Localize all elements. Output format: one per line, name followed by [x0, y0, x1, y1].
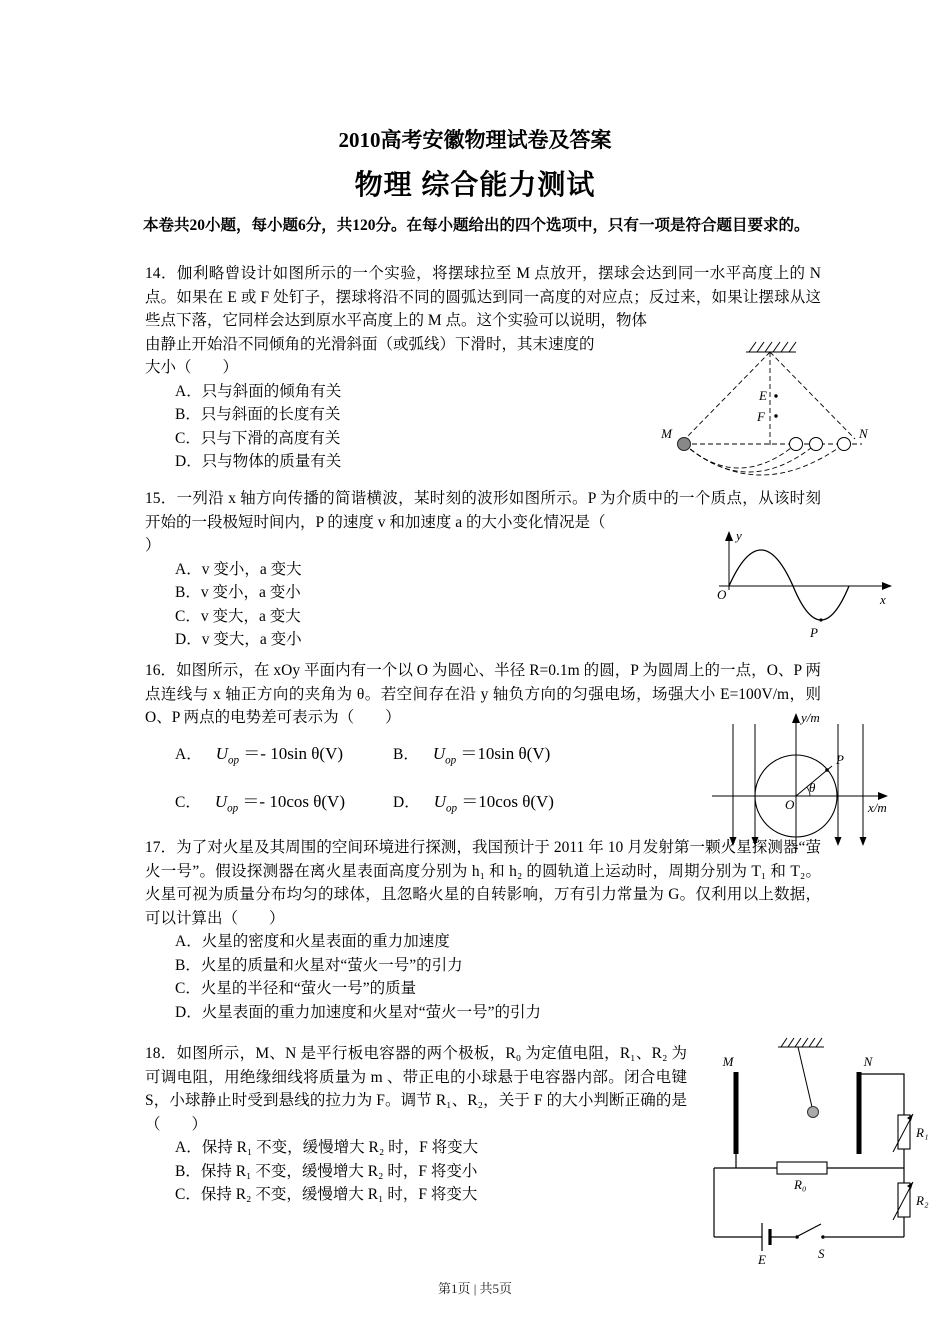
q15-option-a: A．v 变小，a 变大	[175, 560, 302, 578]
formula-d: $U_{op} =10\cos$ θ(V)	[433, 792, 554, 815]
point-p-dot	[819, 618, 822, 621]
q17-stem: 17．为了对火星及其周围的空间环境进行探测，我国预计于 2011 年 10 月发射第一颗火星探测器“萤火一号”。假设探测器在离火星表面高度分别为 h₁ 和 h₂ 的圆轨道上运动时，周期分别为 T₁ 和 T₂。火星可视为质量分布均匀的球体，且忽略火星的自转影响，万有引力常量为 G。仅利用以上数据，可以计算出（ ）	[145, 839, 821, 927]
q17-options	[175, 930, 821, 1024]
label-p: P	[810, 625, 818, 640]
page-footer: 第1页 | 共5页	[437, 1281, 513, 1296]
label-theta: θ	[809, 780, 816, 795]
label-s: S	[818, 1246, 825, 1261]
charged-ball	[808, 1107, 819, 1118]
point-p-dot	[825, 768, 829, 772]
q18-options	[175, 1136, 687, 1207]
label-n: N	[863, 1054, 873, 1069]
pendulum-ball-m	[678, 438, 691, 451]
label-e: E	[759, 388, 767, 403]
label-p: P	[836, 752, 844, 767]
label-m: M	[722, 1054, 734, 1069]
ceiling-hatch	[746, 342, 796, 352]
wires	[714, 1074, 904, 1237]
q16-option-b: B． $U_{op} =10\sin$ θ(V)	[393, 743, 551, 766]
wave-curve	[729, 550, 849, 620]
q15-option-b: B．v 变小，a 变小	[175, 584, 301, 601]
page-subtitle: 物理 综合能力测试	[354, 169, 596, 200]
thread	[798, 1047, 812, 1107]
q14-option-b: B．只与斜面的长度有关	[175, 406, 341, 423]
q15-stem: 15．一列沿 x 轴方向传播的简谐横波，某时刻的波形如图所示。P 为介质中的一个质点，从该时刻开始的一段极短时间内，P 的速度 v 和加速度 a 的大小变化情况是（	[145, 490, 821, 531]
q18-option-c: C．保持 R₂ 不变，缓慢增大 R₁ 时，F 将变大	[175, 1186, 478, 1203]
switch	[795, 1224, 825, 1239]
label-x: x/m	[868, 800, 887, 815]
q15-option-c: C．v 变大，a 变大	[175, 607, 301, 625]
label-r0: R₀	[794, 1177, 807, 1192]
q15-option-d: D．v 变大，a 变小	[175, 631, 302, 648]
battery	[762, 1223, 770, 1251]
q17-option-d: D．火星表面的重力加速度和火星对“萤火一号”的引力	[175, 1003, 541, 1021]
q17-option-c: C．火星的半径和“萤火一号”的质量	[175, 980, 417, 997]
q14-stem-tail: 大小（ ）	[145, 359, 239, 376]
q16-stem: 16．如图所示，在 xOy 平面内有一个以 O 为圆心、半径 R=0.1m 的圆，P 为圆周上的一点，O、P 两点连线与 x 轴正方向的夹角为 θ。若空间存在沿 y 轴负方向的匀强电场，场强大小 E=100V/m，则 O、P 两点的电势差可表示为（ ）	[145, 662, 821, 726]
label-x: x	[880, 592, 886, 607]
label-n: N	[859, 426, 868, 441]
x-axis-arrow	[878, 792, 888, 800]
y-axis-arrow	[725, 531, 733, 541]
q14-option-c: C．只与下滑的高度有关	[175, 429, 341, 447]
formula-b: $U_{op} =10\sin$ θ(V)	[432, 743, 551, 766]
q16-option-c: C． $U_{op} =- 10\cos$ θ(V)	[175, 792, 345, 815]
q16-option-a: A． $U_{op} =- 10\sin$ θ(V)	[175, 743, 344, 766]
q18-option-a: A．保持 R₁ 不变，缓慢增大 R₂ 时，F 将变大	[175, 1139, 479, 1156]
q17-option-a: A．火星的密度和火星表面的重力加速度	[175, 933, 450, 950]
label-m: M	[661, 426, 672, 441]
label-o: O	[717, 587, 727, 602]
q14-option-d: D．只与物体的质量有关	[175, 453, 342, 470]
q14-option-a: A．只与斜面的倾角有关	[175, 382, 342, 400]
pendulum-ball-2	[810, 438, 823, 451]
pendulum-ball-3	[838, 438, 851, 451]
label-r1: R₁	[916, 1125, 929, 1140]
formula-a: $U_{op} =- 10\sin$ θ(V)	[215, 743, 344, 766]
axes	[719, 534, 890, 590]
q14-stem: 14．伽利略曾设计如图所示的一个实验，将摆球拉至 M 点放开，摆球会达到同一水平高度上的 N 点。如果在 E 或 F 处钉子，摆球将沿不同的圆弧达到同一高度的对应点；反过来，如果让摆球从这些点下落，它同样会达到原水平高度上的 M 点。这个实验可以说明，物体	[145, 265, 821, 329]
label-r2: R₂	[916, 1193, 929, 1208]
ceiling-hatch	[778, 1038, 824, 1047]
question-18	[145, 1042, 687, 1207]
label-e: E	[758, 1252, 766, 1267]
pendulum-ball-1	[790, 438, 803, 451]
field-lines	[733, 724, 863, 838]
wave-figure	[714, 524, 900, 660]
page-title: 2010高考安徽物理试卷及答案	[338, 128, 612, 152]
peg-e-dot	[774, 394, 777, 397]
pendulum-figure	[648, 336, 878, 498]
q15-stem-close: ）	[145, 537, 161, 554]
resistor-r0	[777, 1162, 827, 1174]
peg-f-dot	[774, 414, 777, 417]
y-axis-arrow	[792, 713, 800, 723]
formula-c: $U_{op} =- 10\cos$ θ(V)	[214, 792, 345, 815]
label-y: y	[736, 528, 742, 543]
circuit-figure	[694, 1030, 934, 1270]
exam-instructions: 本卷共20小题，每小题6分，共120分。在每小题给出的四个选项中，只有一项是符合题目要求的。	[143, 217, 810, 234]
q17-option-b: B．火星的质量和火星对“萤火一号”的引力	[175, 956, 463, 974]
question-17	[145, 836, 821, 1024]
x-axis-arrow	[882, 582, 892, 590]
q18-option-b: B．保持 R₁ 不变，缓慢增大 R₂ 时，F 将变小	[175, 1162, 478, 1180]
label-f: F	[757, 409, 765, 424]
label-o: O	[785, 797, 795, 812]
axes	[712, 716, 886, 852]
q18-stem: 18．如图所示，M、N 是平行板电容器的两个极板，R₀ 为定值电阻，R₁、R₂ 为可调电阻，用绝缘细线将质量为 m 、带正电的小球悬于电容器内部。闭合电键 S，小球静止时受到悬线的拉力为 F。调节 R₁、R₂，关于 F 的大小判断正确的是（ ）	[145, 1045, 687, 1133]
q14-stem-continued: 由静止开始沿不同倾角的光滑斜面（或弧线）下滑时，其末速度的	[145, 335, 595, 353]
pendulum-dashed-lines	[684, 352, 862, 475]
q16-option-d: D． $U_{op} =10\cos$ θ(V)	[393, 792, 554, 815]
label-y: y/m	[801, 710, 820, 725]
